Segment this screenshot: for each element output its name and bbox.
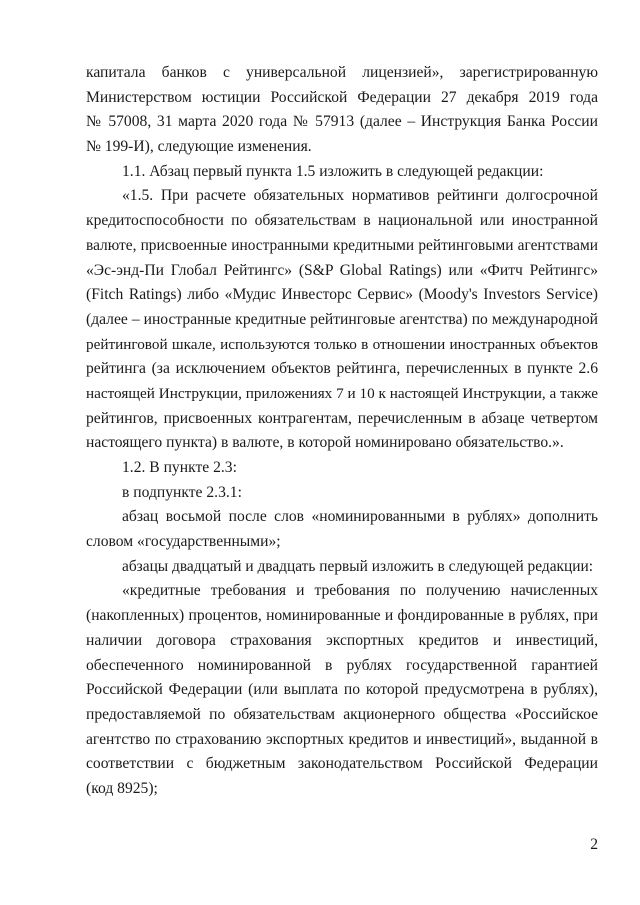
text-line: обеспеченного номинированной в рублях государственной гарантией [86,656,598,674]
text-line: Министерством юстиции Российской Федерации 27 декабря 2019 года [86,88,598,106]
text-line: № 199-И), следующие изменения. [86,138,312,156]
text-line: абзац восьмой после слов «номинированными в рублях» дополнить [122,508,598,526]
text-line: Российской Федерации (или выплата по которой предусмотрена в рублях), [86,681,598,699]
text-line: № 57008, 31 марта 2020 года № 57913 (далее – Инструкция Банка России [86,113,598,131]
text-line: (код 8925); [86,779,158,797]
text-line: (Fitch Ratings) либо «Мудис Инвесторс Сервис» (Moody's Investors Service) [86,286,598,304]
document-body [86,61,598,802]
text-line: 1.2. В пункте 2.3: [122,459,237,476]
text-line: «1.5. При расчете обязательных нормативов рейтинги долгосрочной [122,187,598,205]
text-line: агентство по страхованию экспортных кредитов и инвестиций», выданной в [86,730,598,748]
text-line: рейтинга (за исключением объектов рейтинга, перечисленных в пункте 2.6 [86,360,598,378]
text-line: соответствии с бюджетным законодательством Российской Федерации [86,755,598,773]
page-number: 2 [590,836,598,853]
text-line: (далее – иностранные кредитные рейтинговые агентства) по международной [86,310,598,328]
text-line: словом «государственными»; [86,533,281,551]
text-line: настоящего пункта) в валюте, в которой номинировано обязательство.». [86,434,564,452]
text-line: капитала банков с универсальной лицензией», зарегистрированную [86,64,598,81]
text-line: наличии договора страхования экспортных кредитов и инвестиций, [86,631,598,649]
text-line: абзацы двадцатый и двадцать первый изложить в следующей редакции: [122,557,593,575]
text-line: настоящей Инструкции, приложениях 7 и 10 к настоящей Инструкции, а также [86,384,598,402]
text-line: рейтингов, присвоенных контрагентам, перечисленным в абзаце четвертом [86,409,598,427]
text-line: (накопленных) процентов, номинированные и фондированные в рублях, при [86,607,598,625]
text-line: кредитоспособности по обязательствам в национальной или иностранной [86,212,598,230]
text-line: «Эс-энд-Пи Глобал Рейтингс» (S&P Global Ratings) или «Фитч Рейтингс» [86,261,598,279]
text-line: валюте, присвоенные иностранными кредитными рейтинговыми агентствами [86,236,598,254]
text-line: рейтинговой шкале, используются только в отношении иностранных объектов [86,335,598,353]
text-line: «кредитные требования и требования по получению начисленных [122,582,598,600]
text-line: 1.1. Абзац первый пункта 1.5 изложить в следующей редакции: [122,162,544,180]
text-line: предоставляемой по обязательствам акционерного общества «Российское [86,705,598,723]
text-line: в подпункте 2.3.1: [122,483,242,501]
